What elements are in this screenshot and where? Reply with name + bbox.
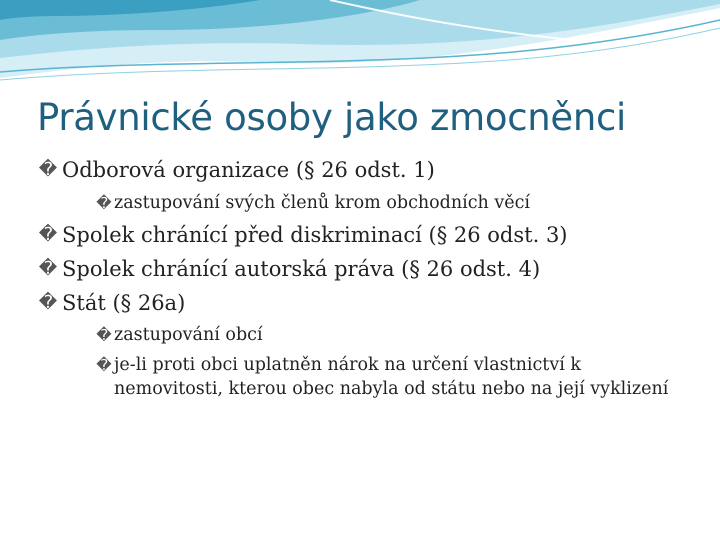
bullet-icon: � <box>38 159 58 180</box>
bullet-icon: � <box>96 194 112 212</box>
list-item-text: zastupování obcí <box>114 325 263 345</box>
list-item-text: Spolek chránící před diskriminací (§ 26 odst. 3) <box>62 223 568 247</box>
bullet-list <box>34 156 674 401</box>
bullet-icon: � <box>38 258 58 279</box>
list-item-text: Stát (§ 26a) <box>62 291 186 315</box>
list-item <box>34 221 674 255</box>
list-item-text: je-li proti obci uplatněn nárok na určení vlastnictví k nemovitosti, kterou obec nabyla od státu nebo na její vyklizení <box>114 355 669 399</box>
list-item-text: Odborová organizace (§ 26 odst. 1) <box>62 158 435 182</box>
slide-title: Právnické osoby jako zmocněnci <box>37 96 627 139</box>
list-item <box>94 323 674 353</box>
list-item <box>94 353 674 401</box>
bullet-icon: � <box>38 292 58 313</box>
list-item <box>34 289 674 323</box>
header-wave-decoration <box>0 0 720 90</box>
bullet-icon: � <box>96 326 112 344</box>
list-item-text: Spolek chránící autorská práva (§ 26 odst. 4) <box>62 257 541 281</box>
list-item <box>94 191 674 221</box>
list-item-text: zastupování svých členů krom obchodních věcí <box>114 193 531 213</box>
list-item <box>34 156 674 190</box>
list-item <box>34 255 674 289</box>
bullet-icon: � <box>96 356 112 374</box>
bullet-icon: � <box>38 224 58 245</box>
